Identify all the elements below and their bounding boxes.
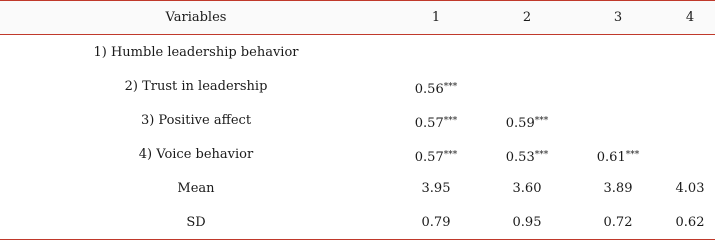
header-col-4: 4 <box>685 10 695 25</box>
cell-sd-col1: 0.79 <box>421 215 451 230</box>
significance-stars: *** <box>534 116 549 126</box>
cell-sd-col2: 0.95 <box>512 215 542 230</box>
top-rule <box>0 0 715 1</box>
cell-trust-col1: 0.56*** <box>414 82 458 97</box>
row-label-positive-affect: 3) Positive affect <box>140 113 252 128</box>
cell-mean-col2: 3.60 <box>512 181 542 196</box>
significance-stars: *** <box>443 150 458 160</box>
significance-stars: *** <box>443 82 458 92</box>
bottom-rule <box>0 239 715 240</box>
row-label-sd: SD <box>186 215 206 230</box>
cell-mean-col3: 3.89 <box>603 181 633 196</box>
cell-voice-col2: 0.53*** <box>505 150 549 165</box>
cell-mean-col4: 4.03 <box>675 181 705 196</box>
cell-voice-col3: 0.61*** <box>596 150 640 165</box>
cell-voice-col1: 0.57*** <box>414 150 458 165</box>
row-label-humble-leadership: 1) Humble leadership behavior <box>93 45 299 60</box>
significance-stars: *** <box>534 150 549 160</box>
row-label-voice-behavior: 4) Voice behavior <box>138 147 254 162</box>
header-col-2: 2 <box>522 10 532 25</box>
header-rule <box>0 34 715 35</box>
header-col-1: 1 <box>431 10 441 25</box>
cell-affect-col1: 0.57*** <box>414 116 458 131</box>
significance-stars: *** <box>625 150 640 160</box>
cell-sd-col4: 0.62 <box>675 215 705 230</box>
row-label-trust: 2) Trust in leadership <box>124 79 268 94</box>
header-background <box>0 1 715 34</box>
row-label-mean: Mean <box>177 181 215 196</box>
significance-stars: *** <box>443 116 458 126</box>
cell-mean-col1: 3.95 <box>421 181 451 196</box>
header-col-3: 3 <box>613 10 623 25</box>
header-variables: Variables <box>165 10 227 25</box>
cell-affect-col2: 0.59*** <box>505 116 549 131</box>
cell-sd-col3: 0.72 <box>603 215 633 230</box>
